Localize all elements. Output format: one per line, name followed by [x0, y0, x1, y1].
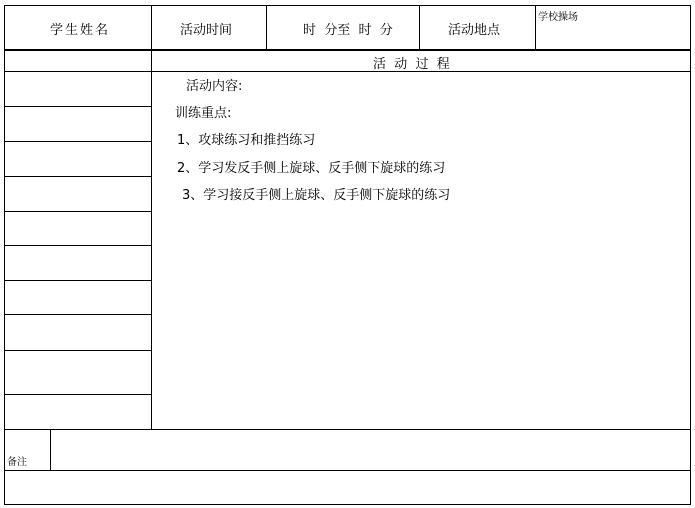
student-row-line — [4, 211, 151, 212]
student-row-line — [4, 141, 151, 142]
student-row-line — [4, 280, 151, 281]
content-item: 3、学习接反手侧上旋球、反手侧下旋球的练习 — [182, 188, 451, 203]
student-row-line — [4, 106, 151, 107]
student-row-line — [4, 314, 151, 315]
remarks-label: 备注 — [7, 457, 27, 468]
header-row-divider — [4, 49, 691, 51]
content-item: 2、学习发反手侧上旋球、反手侧下旋球的练习 — [177, 161, 446, 176]
remarks-top-line — [4, 429, 691, 430]
activity-time-label: 活动时间 — [180, 23, 233, 38]
form-table — [4, 5, 691, 505]
student-row-line — [4, 245, 151, 246]
remarks-divider — [50, 429, 51, 470]
header-divider-3 — [419, 5, 420, 49]
focus-label: 训练重点: — [175, 106, 232, 121]
remarks-bottom-line — [4, 470, 691, 471]
student-row-line — [4, 394, 151, 395]
content-label: 活动内容: — [186, 79, 243, 94]
time-range: 时 分至 时 分 — [303, 23, 393, 38]
process-header: 活 动 过 程 — [373, 57, 450, 72]
process-row-divider — [4, 71, 691, 72]
student-name-label: 学生姓名 — [50, 23, 111, 38]
header-divider-4 — [535, 5, 536, 49]
student-row-line — [4, 176, 151, 177]
content-item: 1、攻球练习和推挡练习 — [177, 133, 316, 148]
activity-place-label: 活动地点 — [448, 23, 501, 38]
header-divider-2 — [266, 5, 267, 49]
student-row-line — [4, 350, 151, 351]
place-value: 学校操场 — [538, 12, 578, 23]
header-divider-1 — [151, 5, 152, 429]
